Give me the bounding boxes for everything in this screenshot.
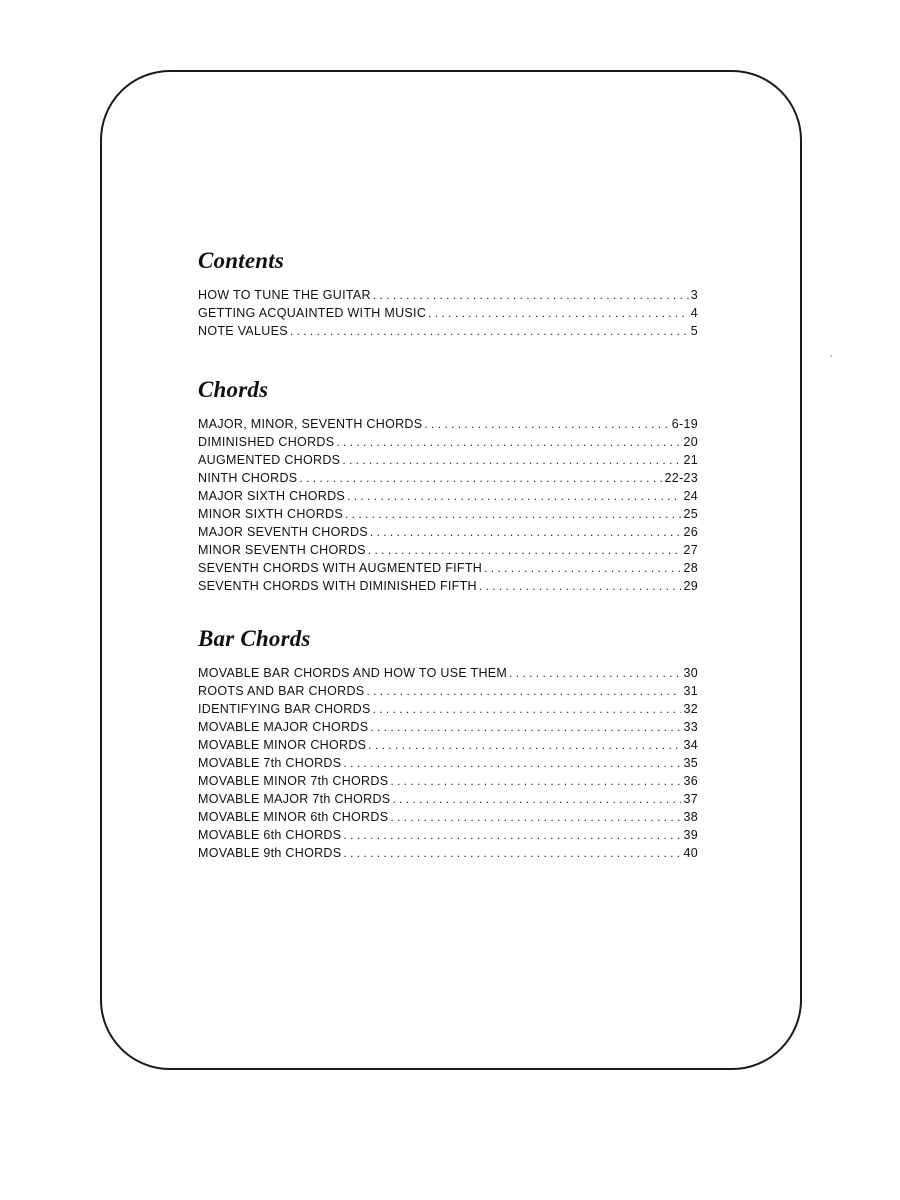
toc-entry-title: MOVABLE MAJOR 7th CHORDS [198, 792, 391, 806]
toc-entry-page-number: 26 [683, 525, 698, 539]
toc-entry-title: MOVABLE MINOR CHORDS [198, 738, 367, 752]
toc-entry-page-number: 32 [683, 702, 698, 716]
toc-entry-title: MINOR SEVENTH CHORDS [198, 543, 366, 557]
dot-leader [366, 684, 681, 698]
toc-entry [198, 846, 698, 864]
dot-leader [373, 288, 689, 302]
dot-leader [368, 738, 681, 752]
dot-leader [342, 453, 681, 467]
toc-entry [198, 324, 698, 342]
toc-entry [198, 306, 698, 324]
toc-entry-page-number: 4 [690, 306, 698, 320]
scan-speck [830, 355, 832, 357]
toc-entry-page-number: 21 [683, 453, 698, 467]
toc-entry [198, 684, 698, 702]
toc-entry [198, 738, 698, 756]
section-heading: Bar Chords [198, 626, 311, 651]
toc-entry-title: MAJOR, MINOR, SEVENTH CHORDS [198, 417, 423, 431]
toc-entry-title: IDENTIFYING BAR CHORDS [198, 702, 371, 716]
toc-entry-page-number: 30 [683, 666, 698, 680]
toc-entry-title: MINOR SIXTH CHORDS [198, 507, 343, 521]
toc-entry [198, 525, 698, 543]
toc-entry [198, 702, 698, 720]
toc-entry-page-number: 6-19 [671, 417, 698, 431]
toc-entry-title: NINTH CHORDS [198, 471, 298, 485]
dot-leader [370, 720, 681, 734]
dot-leader [479, 579, 682, 593]
dot-leader [336, 435, 681, 449]
toc-entry-title: SEVENTH CHORDS WITH AUGMENTED FIFTH [198, 561, 483, 575]
toc-entry-title: ROOTS AND BAR CHORDS [198, 684, 365, 698]
toc-entry-title: MAJOR SIXTH CHORDS [198, 489, 346, 503]
toc-entry-page-number: 29 [683, 579, 698, 593]
toc-entry-page-number: 20 [683, 435, 698, 449]
toc-entry [198, 417, 698, 435]
toc-entry [198, 666, 698, 684]
toc-entry-title: MOVABLE BAR CHORDS AND HOW TO USE THEM [198, 666, 508, 680]
toc-entry-page-number: 25 [683, 507, 698, 521]
toc-entry-page-number: 39 [683, 828, 698, 842]
toc-entry-page-number: 5 [690, 324, 698, 338]
dot-leader [368, 543, 682, 557]
dot-leader [373, 702, 682, 716]
toc-entry-title: MOVABLE MINOR 7th CHORDS [198, 774, 389, 788]
toc-entry-title: AUGMENTED CHORDS [198, 453, 341, 467]
toc-entry [198, 471, 698, 489]
dot-leader [343, 846, 681, 860]
dot-leader [370, 525, 682, 539]
toc-entry-title: MAJOR SEVENTH CHORDS [198, 525, 368, 539]
entry-list [198, 288, 698, 342]
toc-entry [198, 435, 698, 453]
toc-entry-title: MOVABLE 6th CHORDS [198, 828, 342, 842]
entry-list [198, 666, 698, 864]
toc-entry [198, 561, 698, 579]
toc-entry [198, 828, 698, 846]
dot-leader [390, 774, 681, 788]
toc-entry-title: DIMINISHED CHORDS [198, 435, 335, 449]
toc-entry-page-number: 38 [683, 810, 698, 824]
dot-leader [343, 756, 681, 770]
toc-entry-page-number: 3 [690, 288, 698, 302]
toc-entry-title: SEVENTH CHORDS WITH DIMINISHED FIFTH [198, 579, 477, 593]
dot-leader [347, 489, 681, 503]
toc-entry [198, 507, 698, 525]
dot-leader [299, 471, 662, 485]
dot-leader [428, 306, 689, 320]
toc-entry-title: MOVABLE 9th CHORDS [198, 846, 342, 860]
toc-entry-page-number: 35 [683, 756, 698, 770]
toc-entry-page-number: 31 [683, 684, 698, 698]
toc-section-bar-chords [198, 626, 698, 864]
dot-leader [424, 417, 669, 431]
toc-entry-title: GETTING ACQUAINTED WITH MUSIC [198, 306, 427, 320]
toc-entry-page-number: 34 [683, 738, 698, 752]
section-heading: Contents [198, 248, 284, 273]
dot-leader [290, 324, 689, 338]
toc-entry-page-number: 22-23 [664, 471, 698, 485]
toc-entry [198, 489, 698, 507]
toc-entry-page-number: 40 [683, 846, 698, 860]
toc-entry [198, 543, 698, 561]
toc-entry [198, 810, 698, 828]
entry-list [198, 417, 698, 597]
toc-entry [198, 792, 698, 810]
section-heading: Chords [198, 377, 269, 402]
toc-entry-page-number: 37 [683, 792, 698, 806]
dot-leader [390, 810, 681, 824]
toc-entry [198, 720, 698, 738]
toc-section-chords [198, 377, 698, 597]
toc-entry [198, 756, 698, 774]
toc-entry [198, 579, 698, 597]
dot-leader [343, 828, 681, 842]
dot-leader [392, 792, 681, 806]
toc-entry-title: NOTE VALUES [198, 324, 288, 338]
dot-leader [509, 666, 681, 680]
toc-entry [198, 774, 698, 792]
toc-entry-page-number: 33 [683, 720, 698, 734]
toc-entry-title: MOVABLE 7th CHORDS [198, 756, 342, 770]
toc-entry [198, 453, 698, 471]
toc-entry-title: MOVABLE MINOR 6th CHORDS [198, 810, 389, 824]
toc-entry-title: MOVABLE MAJOR CHORDS [198, 720, 369, 734]
toc-entry [198, 288, 698, 306]
toc-entry-page-number: 24 [683, 489, 698, 503]
dot-leader [484, 561, 681, 575]
toc-entry-page-number: 28 [683, 561, 698, 575]
toc-entry-page-number: 27 [683, 543, 698, 557]
toc-entry-page-number: 36 [683, 774, 698, 788]
toc-section-contents [198, 248, 698, 342]
toc-entry-title: HOW TO TUNE THE GUITAR [198, 288, 371, 302]
dot-leader [345, 507, 681, 521]
